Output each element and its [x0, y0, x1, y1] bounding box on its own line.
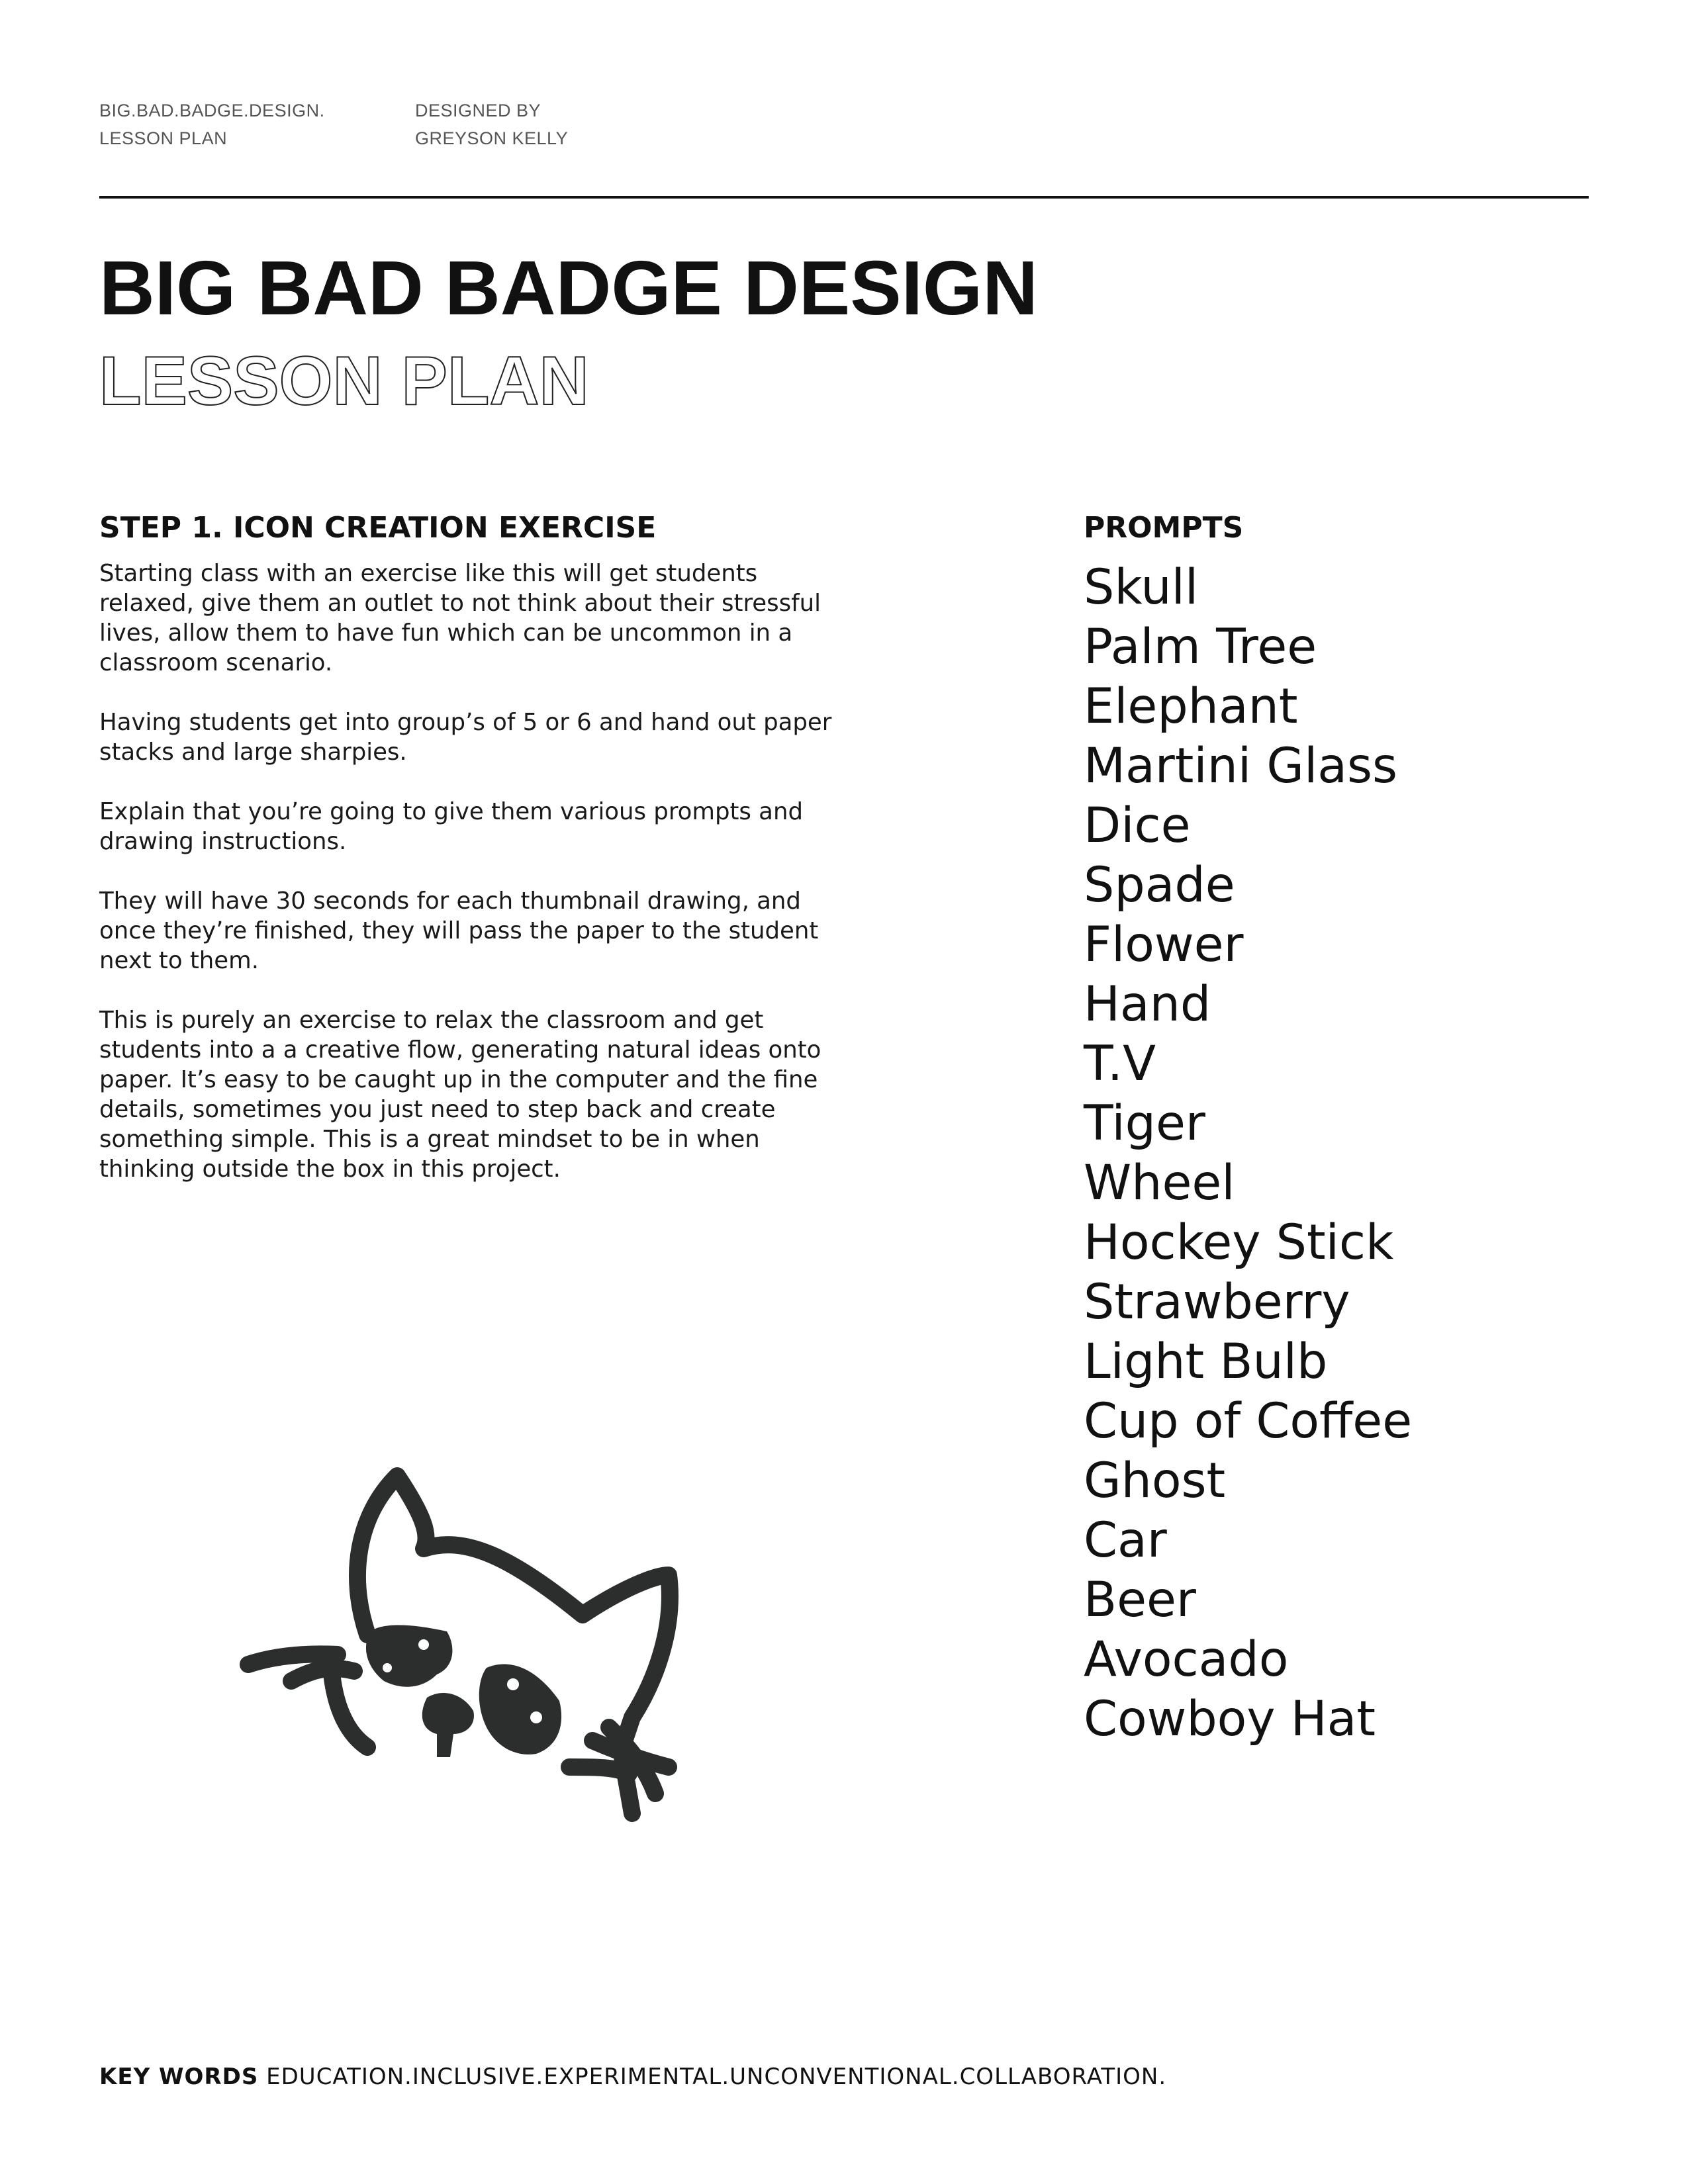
- prompt-item: Palm Tree: [1084, 619, 1317, 675]
- prompt-item: Martini Glass: [1084, 738, 1398, 794]
- page-subtitle: LESSON PLAN: [99, 343, 589, 420]
- prompt-item: Car: [1084, 1512, 1167, 1569]
- prompts-heading: PROMPTS: [1084, 511, 1244, 545]
- prompt-item: Ghost: [1084, 1453, 1226, 1509]
- header-doc-type: LESSON PLAN: [99, 128, 228, 148]
- prompt-item: Beer: [1084, 1572, 1196, 1628]
- prompt-item: T.V: [1084, 1036, 1156, 1092]
- prompts-list: [1084, 558, 1412, 1749]
- step-heading: STEP 1. ICON CREATION EXERCISE: [99, 511, 657, 545]
- prompt-item: Flower: [1084, 917, 1244, 973]
- prompt-item: Strawberry: [1084, 1274, 1350, 1330]
- keywords-value: EDUCATION.INCLUSIVE.EXPERIMENTAL.UNCONVENTIONAL.COLLABORATION.: [266, 2064, 1167, 2090]
- prompt-item: Dice: [1084, 797, 1191, 854]
- header-doc-name: BIG.BAD.BADGE.DESIGN.: [99, 101, 325, 120]
- prompt-item: Light Bulb: [1084, 1334, 1328, 1390]
- prompt-item: Hand: [1084, 976, 1211, 1032]
- prompt-item: Avocado: [1084, 1631, 1289, 1688]
- step-paragraph-4: They will have 30 seconds for each thumbnail drawing, and once they’re finished, they will pass the paper to the student next to them.: [99, 887, 819, 974]
- step-paragraph-1: Starting class with an exercise like this will get students relaxed, give them an outlet to not think about their stressful lives, allow them to have fun which can be uncommon in a classroom scenario.: [99, 560, 821, 676]
- prompt-item: Cup of Coffee: [1084, 1393, 1413, 1449]
- keywords-line: [99, 2062, 1166, 2091]
- prompt-item: Hockey Stick: [1084, 1214, 1394, 1271]
- keywords-label: KEY WORDS: [99, 2064, 259, 2090]
- step-paragraph-3: Explain that you’re going to give them various prompts and drawing instructions.: [99, 798, 803, 855]
- header-divider: [99, 196, 1589, 199]
- prompt-item: Cowboy Hat: [1084, 1691, 1376, 1747]
- step-paragraph-2: Having students get into group’s of 5 or 6 and hand out paper stacks and large sharpies.: [99, 709, 832, 766]
- prompt-item: Skull: [1084, 559, 1199, 615]
- step-description: [99, 559, 847, 1214]
- prompt-item: Tiger: [1084, 1095, 1205, 1152]
- step-paragraph-5: This is purely an exercise to relax the classroom and get students into a a creative flow, generating natural ideas onto paper. It’s easy to be caught up in the computer and the fine details, sometimes you just need to step back and create something simple. This is a great mindset to be in when thinking outside the box in this project.: [99, 1007, 821, 1183]
- prompt-item: Elephant: [1084, 678, 1298, 735]
- page-title: BIG BAD BADGE DESIGN: [99, 245, 1038, 331]
- header-right: [415, 97, 568, 152]
- cat-doodle-icon: [225, 1456, 702, 1853]
- header-left: [99, 97, 325, 152]
- header-designer-name: GREYSON KELLY: [415, 128, 569, 148]
- header-designed-by-label: DESIGNED BY: [415, 101, 541, 120]
- prompt-item: Wheel: [1084, 1155, 1235, 1211]
- prompt-item: Spade: [1084, 857, 1235, 913]
